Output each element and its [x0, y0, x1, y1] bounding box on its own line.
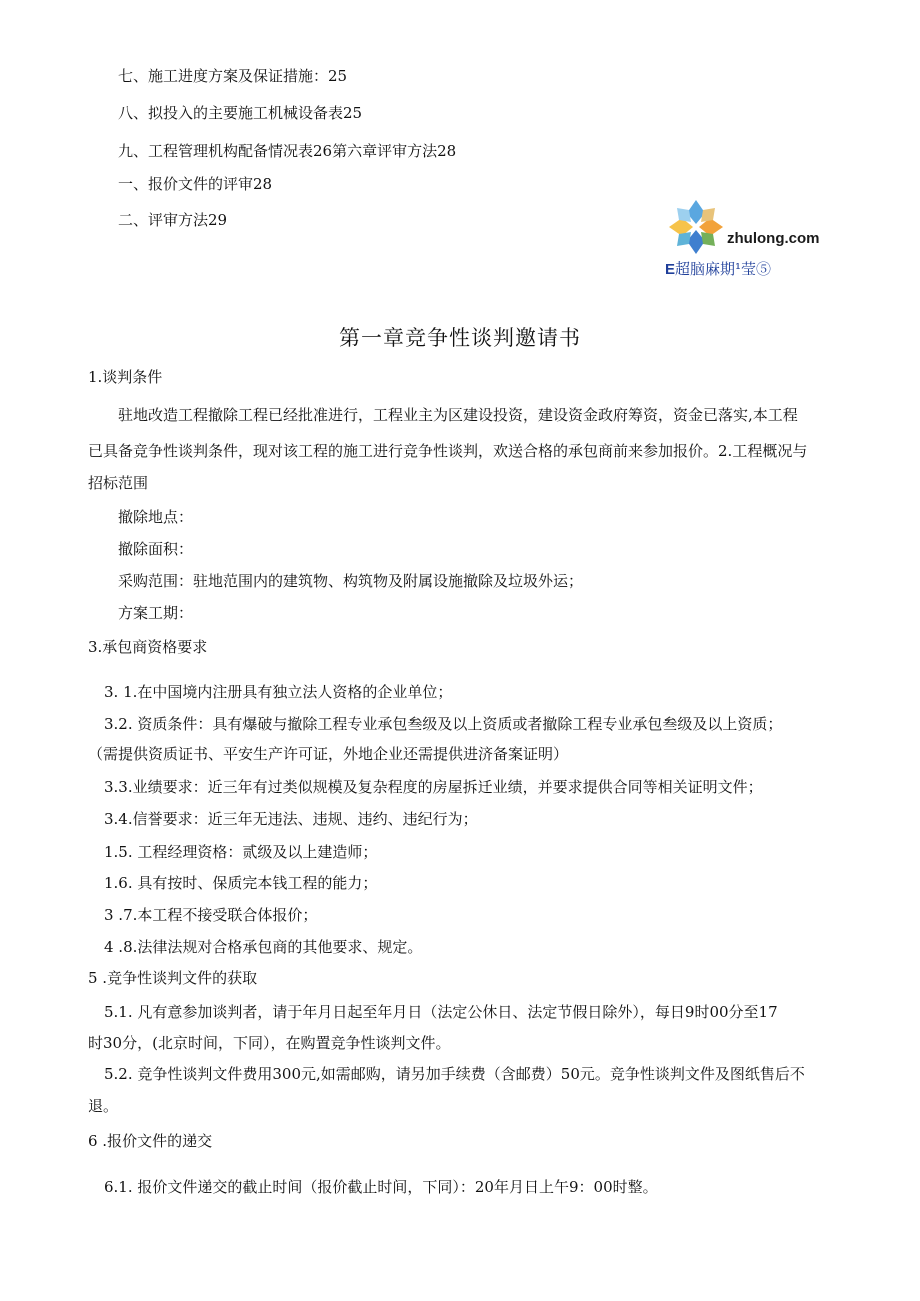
logo-site-text: zhulong.com: [727, 230, 820, 247]
section-heading: 5 .竞争性谈判文件的获取: [88, 969, 258, 987]
requirement-item: 3.4.信誉要求：近三年无违法、违规、违约、违纪行为；: [104, 810, 478, 828]
requirement-item: 3.3.业绩要求：近三年有过类似规模及复杂程度的房屋拆迁业绩，并要求提供合同等相关证明文件；: [104, 778, 763, 796]
logo-tagline-text: 超脑麻期¹莹⑤: [675, 260, 772, 278]
logo-tagline: [665, 258, 771, 279]
toc-item: 二、评审方法29: [118, 211, 228, 229]
section-heading: 6 .报价文件的递交: [88, 1132, 213, 1150]
overview-item: 撤除地点：: [118, 508, 194, 526]
section-heading: 3.承包商资格要求: [88, 638, 208, 656]
requirement-item: 1.5. 工程经理资格：贰级及以上建造师；: [104, 843, 378, 861]
chapter-title: 第一章竞争性谈判邀请书: [339, 326, 581, 350]
paragraph-line: 招标范围: [88, 474, 149, 492]
paragraph-line: 驻地改造工程撤除工程已经批准进行，工程业主为区建设投资，建设资金政府筹资，资金已落实,本工程: [118, 406, 798, 424]
overview-item: 撤除面积：: [118, 540, 194, 558]
acquisition-item: 5.1. 凡有意参加谈判者，请于年月日起至年月日（法定公休日、法定节假日除外），每日9时00分至17: [104, 1003, 778, 1021]
acquisition-item: 退。: [88, 1097, 119, 1115]
requirement-item: 3.2. 资质条件：具有爆破与撤除工程专业承包叁级及以上资质或者撤除工程专业承包叁级及以上资质；: [104, 715, 783, 733]
overview-item: 方案工期：: [118, 604, 194, 622]
zhulong-logo: [665, 198, 825, 278]
toc-item: 一、报价文件的评审28: [118, 175, 273, 193]
toc-item: 九、工程管理机构配备情况表26第六章评审方法28: [118, 142, 457, 160]
requirement-item: 1.6. 具有按时、保质完本钱工程的能力；: [104, 874, 378, 892]
acquisition-item: 时30分，(北京时间，下同），在购置竞争性谈判文件。: [88, 1034, 451, 1052]
section-heading: 1.谈判条件: [88, 368, 163, 386]
requirement-item: 4 .8.法律法规对合格承包商的其他要求、规定。: [104, 938, 423, 956]
toc-item: 七、施工进度方案及保证措施：25: [118, 67, 348, 85]
zhulong-flower-icon: [667, 198, 725, 256]
overview-item: 采购范围：驻地范围内的建筑物、构筑物及附属设施撤除及垃圾外运；: [118, 572, 584, 590]
acquisition-item: 5.2. 竞争性谈判文件费用300元,如需邮购，请另加手续费（含邮费）50元。竞争性谈判文件及图纸售后不: [104, 1065, 805, 1083]
requirement-item: 3. 1.在中国境内注册具有独立法人资格的企业单位；: [104, 683, 453, 701]
logo-prefix: E: [665, 261, 676, 278]
toc-item: 八、拟投入的主要施工机械设备表25: [118, 104, 363, 122]
requirement-item: 3 .7.本工程不接受联合体报价；: [104, 906, 318, 924]
submission-item: 6.1. 报价文件递交的截止时间（报价截止时间，下同）：20年月日上午9：00时整。: [104, 1178, 658, 1196]
requirement-item: （需提供资质证书、平安生产许可证，外地企业还需提供进济备案证明）: [88, 745, 569, 763]
paragraph-line: 已具备竞争性谈判条件，现对该工程的施工进行竞争性谈判，欢送合格的承包商前来参加报价。2.工程概况与: [88, 442, 808, 460]
